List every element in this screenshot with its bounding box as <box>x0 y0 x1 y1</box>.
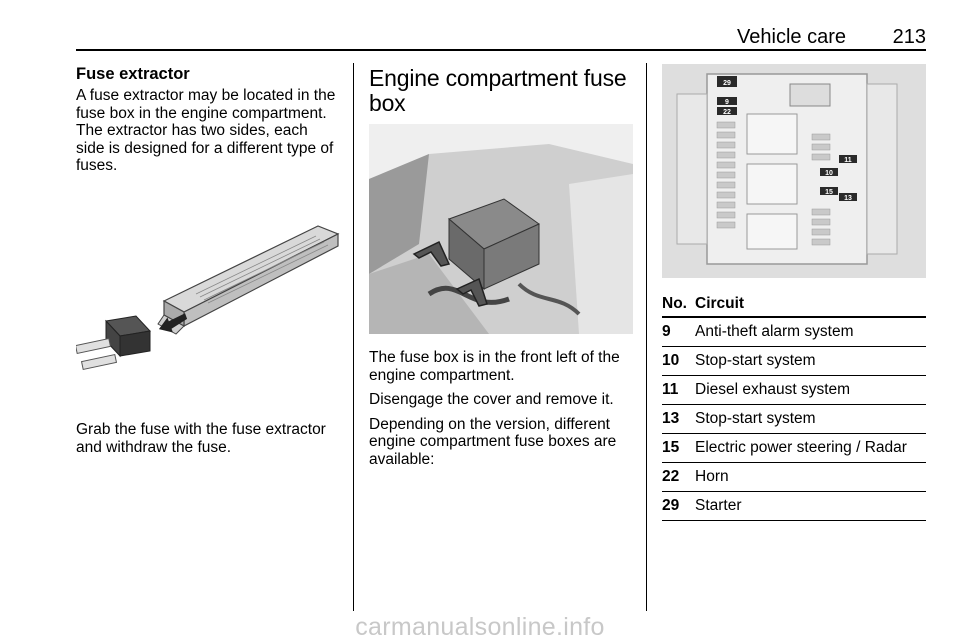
table-row <box>662 434 926 463</box>
fuse-label-9: 9 <box>725 99 729 106</box>
fuse-number: 29 <box>662 492 695 521</box>
paragraph: Grab the fuse with the fuse extractor and withdraw the fuse. <box>76 421 326 456</box>
fuse-number: 10 <box>662 347 695 376</box>
fuse-number: 13 <box>662 405 695 434</box>
column-divider <box>353 63 354 611</box>
heading-engine-compartment-fuse-box: Engine compartment fuse box <box>369 65 627 116</box>
circuit-name: Stop-start system <box>695 405 926 434</box>
fuse-label-13: 13 <box>844 195 852 202</box>
column-engine-fuse-box <box>369 66 633 116</box>
column-fuse-extractor-bottom <box>76 421 340 456</box>
fuse-box-diagram <box>662 64 926 278</box>
fuse-label-29: 29 <box>723 80 731 87</box>
fuse-number: 22 <box>662 463 695 492</box>
column-header-circuit: Circuit <box>695 292 926 317</box>
page-number: 213 <box>892 26 926 48</box>
column-divider <box>646 63 647 611</box>
table-row <box>662 405 926 434</box>
paragraph: Disengage the cover and remove it. <box>369 391 614 408</box>
circuit-name: Starter <box>695 492 926 521</box>
fuse-label-22: 22 <box>723 109 731 116</box>
watermark: carmanualsonline.info <box>355 613 605 641</box>
fuse-number: 11 <box>662 376 695 405</box>
fuse-label-11: 11 <box>844 157 852 164</box>
section-title: Vehicle care <box>737 26 846 48</box>
table-header-row <box>662 292 926 317</box>
paragraph: Depending on the version, different engine compartment fuse boxes are available: <box>369 415 617 468</box>
table-row <box>662 376 926 405</box>
table-row <box>662 492 926 521</box>
table-row <box>662 347 926 376</box>
fuse-number: 9 <box>662 317 695 347</box>
header-rule <box>76 49 926 51</box>
fuse-label-15: 15 <box>825 189 833 196</box>
column-header-no: No. <box>662 292 695 317</box>
circuit-name: Stop-start system <box>695 347 926 376</box>
circuit-name: Horn <box>695 463 926 492</box>
circuit-name: Anti-theft alarm system <box>695 317 926 347</box>
column-engine-fuse-box-text <box>369 349 633 468</box>
circuit-name: Diesel exhaust system <box>695 376 926 405</box>
paragraph: A fuse extractor may be located in the fuse box in the engine compartment. The extractor has two sides, each side is designed for a different type of fuses. <box>76 87 336 174</box>
engine-compartment-photo <box>369 124 633 334</box>
table-row <box>662 317 926 347</box>
fuse-extractor-illustration <box>76 216 340 376</box>
table-row <box>662 463 926 492</box>
fuse-number: 15 <box>662 434 695 463</box>
column-fuse-extractor <box>76 64 340 175</box>
fuse-table <box>662 292 926 521</box>
heading-fuse-extractor: Fuse extractor <box>76 65 190 83</box>
paragraph: The fuse box is in the front left of the engine compartment. <box>369 349 620 384</box>
fuse-label-10: 10 <box>825 170 833 177</box>
circuit-name: Electric power steering / Radar <box>695 434 926 463</box>
